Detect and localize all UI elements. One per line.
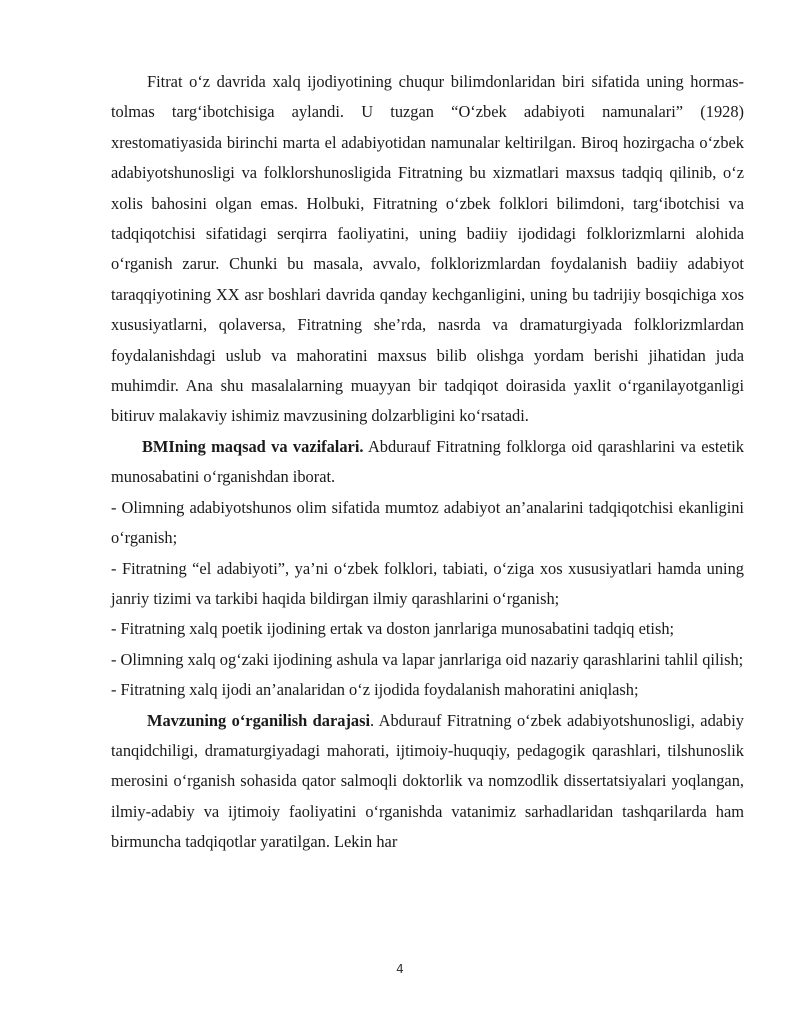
goals-paragraph [111, 432, 744, 493]
goals-heading: BMIning maqsad va vazifalari. [142, 436, 364, 456]
goals-text: Abdurauf Fitratning folklorga oid qarashlarini va estetik munosabatini o‘rganishdan iborat. [111, 436, 744, 487]
page-number: 4 [396, 962, 404, 976]
document-body [111, 67, 744, 858]
task-item: - Olimning xalq og‘zaki ijodining ashula va lapar janrlariga oid nazariy qarashlarini tahlil qilish; [111, 649, 744, 669]
study-degree-paragraph [111, 706, 744, 858]
task-item: - Fitratning “el adabiyoti”, ya’ni o‘zbek folklori, tabiati, o‘ziga xos xususiyatlari hamda uning janriy tizimi va tarkibi haqida bildirgan ilmiy qarashlarini o‘rganish; [111, 558, 744, 608]
task-item: - Olimning adabiyotshunos olim sifatida mumtoz adabiyot an’analarini tadqiqotchisi ekanligini o‘rganish; [111, 497, 744, 548]
task-item: - Fitratning xalq poetik ijodining ertak va doston janrlariga munosabatini tadqiq etish; [111, 619, 675, 639]
study-degree-text: . Abdurauf Fitratning o‘zbek adabiyotshunosligi, adabiy tanqidchiligi, dramaturgiyadagi mahorati, ijtimoiy-huquqiy, pedagogik qarashlari, tilshunoslik merosini o‘rganish sohasida qator salmoqli doktorlik va nomzodlik dissertatsiyalari yoqlangan, ilmiy-adabiy va ijtimoiy faoliyatini o‘rganishda vatanimiz sarhadlaridan tashqarilarda ham birmuncha tadqiqotlar yaratilgan. Lekin har [111, 710, 744, 852]
task-item: - Fitratning xalq ijodi an’analaridan o‘z ijodida foydalanish mahoratini aniqlash; [111, 680, 639, 700]
intro-paragraph: Fitrat o‘z davrida xalq ijodiyotining chuqur bilimdonlaridan biri sifatida uning hormas-tolmas targ‘ibotchisiga aylandi. U tuzgan “O‘zbek adabiyoti namunalari” (1928) xrestomatiyasida birinchi marta el adabiyotidan namunalar keltirilgan. Biroq hozirgacha o‘zbek adabiyotshunosligi va folklorshunosligida Fitratning bu xizmatlari maxsus tadqiq qilinib, o‘z xolis bahosini olgan emas. Holbuki, Fitratning o‘zbek folklori bilimdoni, targ‘ibotchisi va tadqiqotchisi sifatidagi serqirra faoliyatini, uning badiiy ijodidagi folklorizmlarni alohida o‘rganish zarur. Chunki bu masala, avvalo, folklorizmlardan foydalanish badiiy adabiyot taraqqiyotining XX asr boshlari davrida qanday kechganligini, uning bu tadrijiy bosqichiga xos xususiyatlarni, qolaversa, Fitratning she’rda, nasrda va dramaturgiyada folklorizmlardan foydalanishdagi uslub va mahoratini maxsus bilib olishga yordam berishi jihatidan juda muhimdir. Ana shu masalalarning muayyan bir tadqiqot doirasida yaxlit o‘rganilayotganligi bitiruv malakaviy ishimiz mavzusining dolzarbligini ko‘rsatadi. [111, 72, 744, 426]
study-degree-heading: Mavzuning o‘rganilish darajasi [147, 710, 371, 730]
